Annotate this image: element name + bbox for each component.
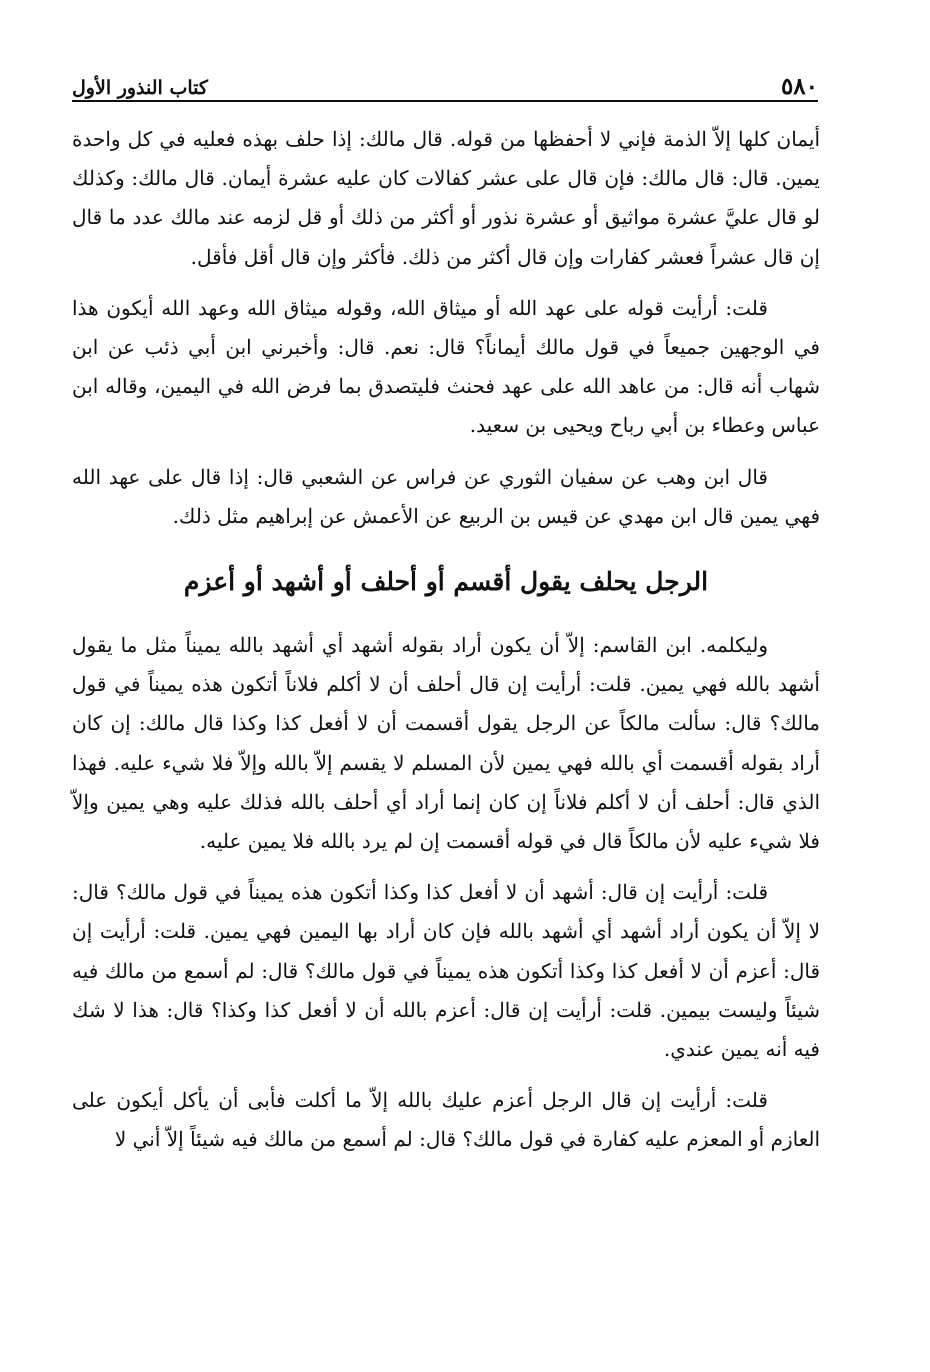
paragraph: وليكلمه. ابن القاسم: إلاّ أن يكون أراد بقوله أشهد أي أشهد بالله يميناً مثل ما يقول أشهد بالله فهي يمين. قلت: أرأيت إن قال أحلف أن لا أكلم فلاناً أتكون هذه يميناً في قول مالك؟ قال: سألت مالكاً عن الرجل يقول أقسمت أن لا أفعل كذا وكذا قال مالك: إن كان أراد بقوله أقسمت أي بالله فهي يمين لأن المسلم لا يقسم إلاّ بالله وإلاّ فلا شيء عليه. فهذا الذي قال: أحلف أن لا أكلم فلاناً إن كان إنما أراد أي أحلف بالله فذلك عليه وهي يمين وإلاّ فلا شيء عليه لأن مالكاً قال في قوله أقسمت إن لم يرد بالله فلا يمين عليه. — [72, 633, 820, 854]
paragraph: قلت: أرأيت إن قال الرجل أعزم عليك بالله إلاّ ما أكلت فأبى أن يأكل أيكون على العازم أو المعزم عليه كفارة في قول مالك؟ قال: لم أسمع من مالك فيه شيئاً إلاّ أني لا — [72, 1088, 820, 1152]
paragraph: قال ابن وهب عن سفيان الثوري عن فراس عن الشعبي قال: إذا قال على عهد الله فهي يمين قال ابن مهدي عن قيس بن الربيع عن الأعمش عن إبراهيم مثل ذلك. — [72, 464, 820, 528]
page-body — [72, 120, 820, 1172]
page-number: ٥٨٠ — [780, 73, 818, 100]
page-header — [72, 62, 818, 102]
running-title: كتاب النذور الأول — [72, 77, 208, 99]
paragraph: قلت: أرأيت قوله على عهد الله أو ميثاق الله، وقوله ميثاق الله وعهد الله أيكون هذا في الوجهين جميعاً في قول مالك أيماناً؟ قال: نعم. قال: وأخبرني ابن أبي ذئب عن ابن شهاب أنه قال: من عاهد الله على عهد فحنث فليتصدق بما فرض الله في اليمين، وقاله ابن عباس وعطاء بن أبي رباح ويحيى بن سعيد. — [72, 295, 820, 438]
section-heading: الرجل يحلف يقول أقسم أو أحلف أو أشهد أو أعزم — [183, 567, 709, 597]
paragraph: أيمان كلها إلاّ الذمة فإني لا أحفظها من قوله. قال مالك: إذا حلف بهذه فعليه في كل واحدة يمين. قال: قال مالك: فإن قال على عشر كفالات كان عليه عشرة أيمان. قال مالك: وكذلك لو قال عليَّ عشرة مواثيق أو عشرة نذور أو أكثر من ذلك أو قل لزمه عند مالك عدد ما قال إن قال عشراً فعشر كفارات وإن قال أكثر من ذلك. فأكثر وإن قال أقل فأقل. — [72, 127, 820, 269]
paragraph: قلت: أرأيت إن قال: أشهد أن لا أفعل كذا وكذا أتكون هذه يميناً في قول مالك؟ قال: لا إلاّ أن يكون أراد أشهد أي أشهد بالله فإن كان أراد بها اليمين فهي يمين. قلت: أرأيت إن قال: أعزم أن لا أفعل كذا وكذا أتكون هذه يميناً في قول مالك؟ قال: لم أسمع من مالك فيه شيئاً وليست بيمين. قلت: أرأيت إن قال: أعزم بالله أن لا أفعل كذا وكذا؟ قال: هذا لا شك فيه أنه يمين عندي. — [72, 880, 820, 1062]
